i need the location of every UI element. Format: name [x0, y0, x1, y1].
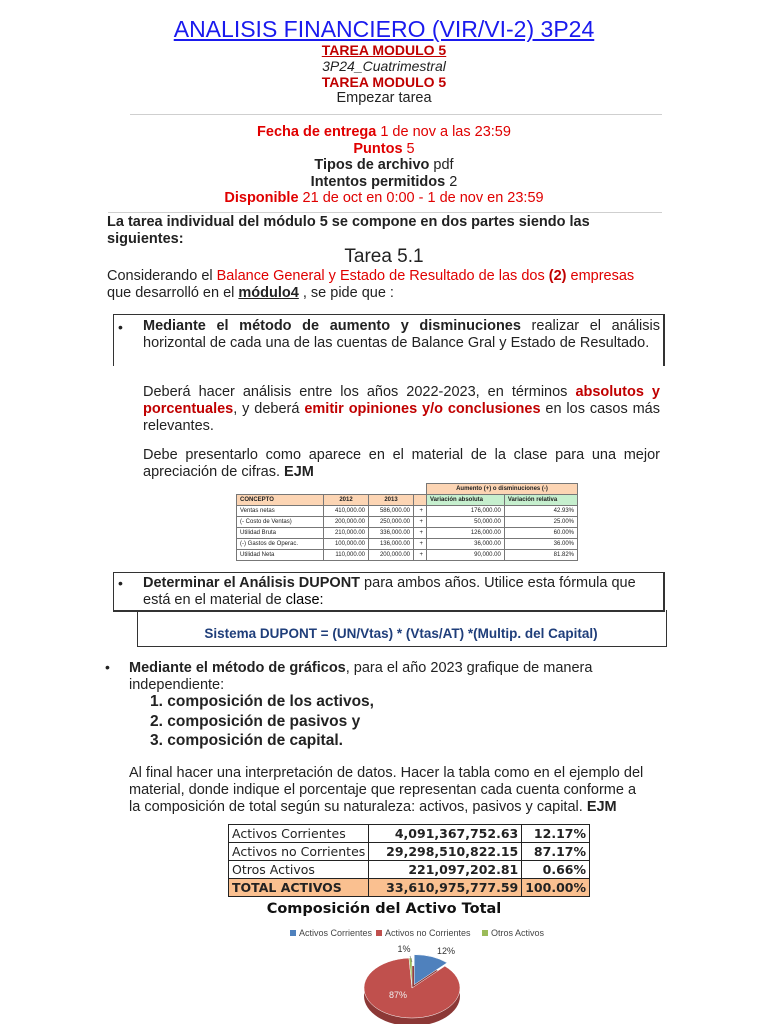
example-header-cell: 2012: [324, 495, 369, 506]
table-cell: 60.00%: [504, 528, 577, 539]
list-text: composición de los activos,: [167, 693, 374, 710]
bullet2-rest: para ambos años. Utilice esta fórmula que está en el material de: [143, 575, 636, 608]
legend-label: Activos Corrientes: [299, 928, 373, 938]
para1-d: emitir opiniones y/o conclusiones: [304, 401, 541, 417]
table-cell: 586,000.00: [369, 506, 414, 517]
legend-label: Otros Activos: [491, 928, 545, 938]
due-date: [0, 124, 768, 141]
bullet-dot: •: [118, 319, 123, 335]
para1-c: , y deberá: [233, 401, 305, 417]
table-row: [237, 528, 578, 539]
table-cell: 410,000.00: [324, 506, 369, 517]
example-header-cell: CONCEPTO: [237, 495, 324, 506]
legend-swatch: [376, 930, 382, 936]
para1-b: absolutos y porcentuales: [143, 384, 660, 417]
example-header-cell: [414, 495, 427, 506]
para3-text: [129, 765, 649, 816]
table-cell: 87.17%: [522, 843, 590, 861]
consider-b: Balance General y Estado de Resultado de las dos: [216, 268, 549, 284]
table-cell: Utilidad Neta: [237, 550, 324, 561]
table-cell: 210,000.00: [324, 528, 369, 539]
numbered-list: [150, 692, 374, 751]
bullet-dot: •: [118, 575, 123, 591]
example-header-cell: Variación relativa: [504, 495, 577, 506]
header: [0, 16, 768, 107]
para2-text: [143, 447, 660, 481]
divider-top: [130, 114, 662, 115]
points-value: 5: [402, 140, 415, 157]
consider-d: empresas: [566, 268, 635, 284]
table-cell: 126,000.00: [427, 528, 505, 539]
subtitle-module: TAREA MODULO 5: [321, 42, 447, 58]
page-title[interactable]: ANALISIS FINANCIERO (VIR/VI-2) 3P24: [173, 16, 595, 42]
task-title: Tarea 5.1: [344, 246, 424, 267]
table-cell: 176,000.00: [427, 506, 505, 517]
para1-text: [143, 384, 660, 435]
bullet1-rest: realizar el análisis horizontal de cada una de las cuentas de Balance Gral y Estado de Resultado.: [143, 318, 660, 351]
table-cell: 81.82%: [504, 550, 577, 561]
table-row: [237, 550, 578, 561]
table-cell: Activos Corrientes: [229, 825, 369, 843]
table-cell: 12.17%: [522, 825, 590, 843]
table-cell: +: [414, 506, 427, 517]
legend-label: Activos no Corrientes: [385, 928, 471, 938]
consider-g: , se pide que :: [298, 285, 394, 301]
bullet3-text: [129, 660, 649, 694]
list-text: composición de pasivos y: [167, 712, 361, 730]
assignment-details: [0, 124, 768, 207]
table-cell: (-) Gastos de Operac.: [237, 539, 324, 550]
table-cell: 200,000.00: [369, 550, 414, 561]
table-cell: 29,298,510,822.15: [369, 843, 522, 861]
subtitle-course: 3P24_Cuatrimestral: [322, 58, 446, 74]
table-cell: 110,000.00: [324, 550, 369, 561]
pie-chart: [228, 922, 590, 1024]
assets-table: [228, 824, 590, 897]
table-cell: 90,000.00: [427, 550, 505, 561]
table-row: [229, 861, 590, 879]
pie-data-label: 1%: [397, 944, 411, 954]
table-cell: (- Costo de Ventas): [237, 517, 324, 528]
pie-data-label: 12%: [436, 946, 456, 956]
table-cell: 200,000.00: [324, 517, 369, 528]
pie-slices: [364, 955, 460, 1024]
para2-ejm: EJM: [284, 464, 314, 480]
example-header-cell: 2013: [369, 495, 414, 506]
table-cell: 100.00%: [522, 879, 590, 897]
list-number: 3.: [150, 732, 163, 749]
table-cell: 136,000.00: [369, 539, 414, 550]
table-cell: 25.00%: [504, 517, 577, 528]
list-number: 2.: [150, 712, 163, 730]
table-cell: Ventas netas: [237, 506, 324, 517]
attempts-label: Intentos permitidos: [310, 173, 446, 190]
chart-title: Composición del Activo Total: [266, 901, 502, 917]
chart-legend: [290, 928, 545, 938]
table-cell: 4,091,367,752.63: [369, 825, 522, 843]
table-row: [229, 843, 590, 861]
table-row: [237, 539, 578, 550]
para1-e: en los casos más relevantes.: [143, 401, 660, 434]
list-number: 1.: [150, 693, 163, 710]
table-cell: 100,000.00: [324, 539, 369, 550]
table-cell: +: [414, 528, 427, 539]
table-cell: 36,000.00: [427, 539, 505, 550]
points: [0, 141, 768, 158]
table-cell: 221,097,202.81: [369, 861, 522, 879]
consider-text: [107, 268, 687, 302]
intro-text: La tarea individual del módulo 5 se compone en dos partes siendo las siguientes:: [107, 214, 590, 247]
table-cell: +: [414, 539, 427, 550]
bullet2-bold: Determinar el Análisis DUPONT: [143, 575, 361, 591]
example-header-cell: Variación absoluta: [427, 495, 505, 506]
table-row: [237, 506, 578, 517]
bullet-dot: •: [105, 659, 110, 675]
consider-e: que desarrolló en el: [107, 285, 239, 301]
availability-label: Disponible: [224, 190, 299, 207]
due-date-value: 1 de nov a las 23:59: [376, 124, 511, 140]
table-cell: +: [414, 550, 427, 561]
table-cell: 50,000.00: [427, 517, 505, 528]
example-table-top-row: [237, 484, 578, 495]
table-cell: 0.66%: [522, 861, 590, 879]
table-cell: TOTAL ACTIVOS: [229, 879, 369, 897]
availability: [0, 190, 768, 207]
bullet2-text: [143, 575, 660, 609]
file-types-label: Tipos de archivo: [314, 157, 430, 174]
bullet3-bold: Mediante el método de gráficos: [129, 660, 346, 676]
bullet2-end: clase:: [285, 592, 324, 608]
para1-a: Deberá hacer análisis entre los años 2022-2023, en términos: [143, 384, 576, 400]
pie-data-label: 87%: [388, 990, 408, 1000]
start-assignment-link[interactable]: Empezar tarea: [336, 90, 432, 106]
consider-a: Considerando el: [107, 268, 217, 284]
example-top-header: Aumento (+) o disminuciones (-): [427, 484, 578, 495]
points-label: Puntos: [353, 140, 403, 157]
table-cell: Utilidad Bruta: [237, 528, 324, 539]
bullet3-rest: , para el año 2023 grafique de manera independiente:: [129, 660, 593, 693]
table-cell: 336,000.00: [369, 528, 414, 539]
table-cell: 250,000.00: [369, 517, 414, 528]
example-table-header-row: [237, 495, 578, 506]
para3-a: Al final hacer una interpretación de datos. Hacer la tabla como en el ejemplo del material, donde indique el porcentaje que representan cada cuenta conforme a la composición de total según su naturaleza: activos, pasivos y capital.: [129, 765, 644, 815]
file-types: [0, 157, 768, 174]
attempts-value: 2: [445, 173, 458, 190]
table-row: [229, 825, 590, 843]
table-row: [237, 517, 578, 528]
consider-c: (2): [548, 268, 567, 284]
divider-details: [108, 212, 662, 213]
dupont-formula: Sistema DUPONT = (UN/Vtas) * (Vtas/AT) *(Multip. del Capital): [204, 626, 598, 641]
bullet1-text: [143, 318, 660, 352]
subtitle-module-2: TAREA MODULO 5: [321, 74, 447, 90]
para3-ejm: EJM: [586, 799, 617, 815]
list-text: composición de capital.: [167, 732, 343, 749]
table-cell: Activos no Corrientes: [229, 843, 369, 861]
list-item: [150, 692, 374, 712]
availability-value: 21 de oct en 0:00 - 1 de nov en 23:59: [298, 190, 544, 207]
due-date-label: Fecha de entrega: [257, 124, 377, 140]
table-row-total: [229, 879, 590, 897]
table-cell: Otros Activos: [229, 861, 369, 879]
module4-link[interactable]: módulo4: [238, 285, 299, 301]
table-cell: 36.00%: [504, 539, 577, 550]
list-item: [150, 712, 374, 732]
example-table: [236, 483, 578, 561]
table-cell: +: [414, 517, 427, 528]
table-cell: 42.93%: [504, 506, 577, 517]
para2-a: Debe presentarlo como aparece en el material de la clase para una mejor apreciación de cifras.: [143, 447, 660, 480]
bullet1-bold: Mediante el método de aumento y disminuciones: [143, 318, 521, 334]
list-item: [150, 731, 374, 751]
attempts: [0, 174, 768, 191]
file-types-value: pdf: [429, 157, 454, 174]
table-cell: 33,610,975,777.59: [369, 879, 522, 897]
legend-swatch: [290, 930, 296, 936]
legend-swatch: [482, 930, 488, 936]
